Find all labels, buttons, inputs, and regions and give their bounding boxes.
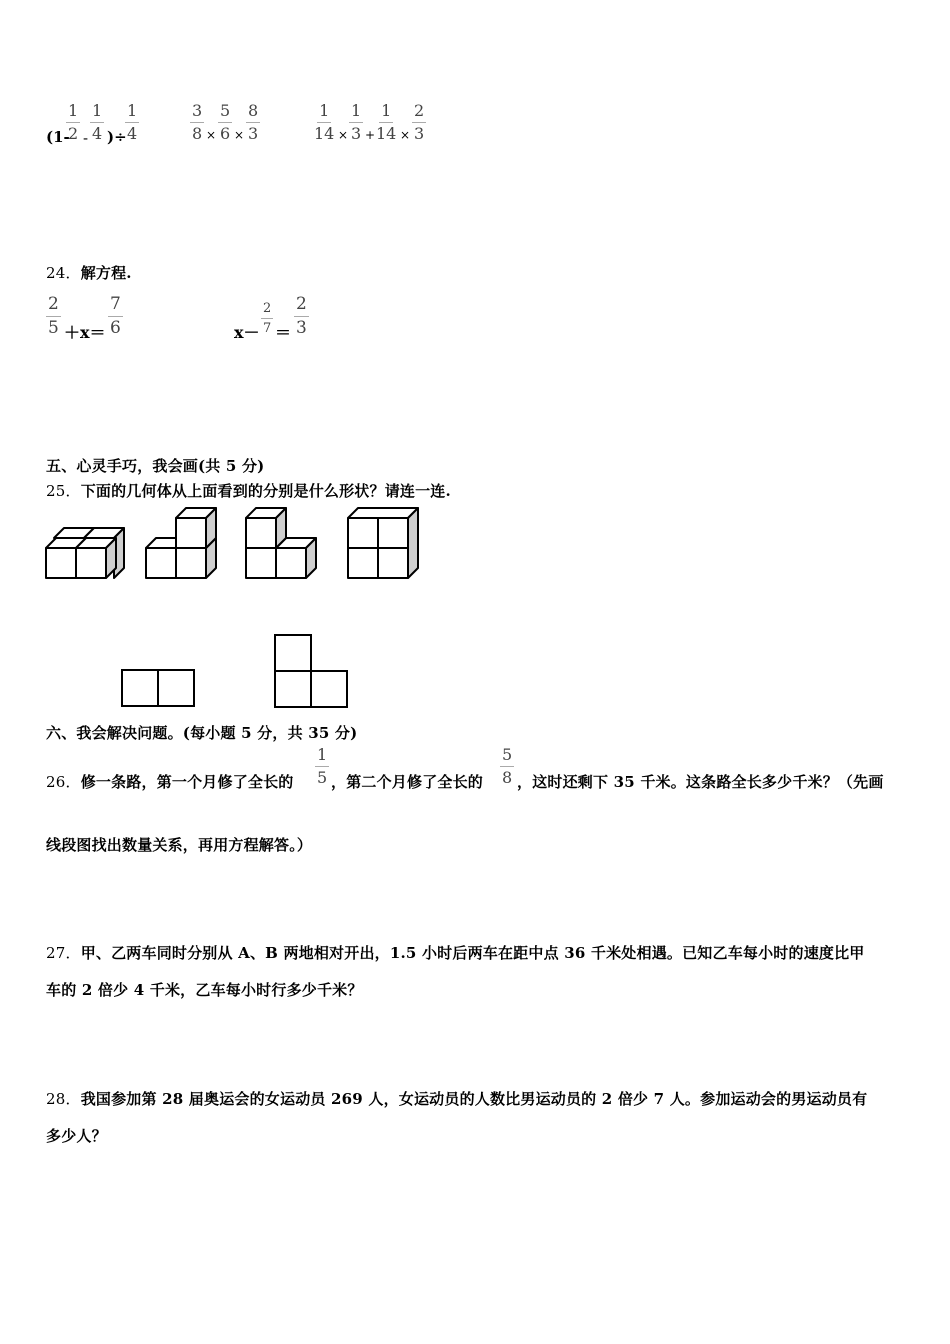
- eq2-fraction-b: $\frac{2}{3}$: [296, 294, 307, 338]
- expr3-plus: +: [365, 128, 376, 142]
- solid-4: [348, 508, 418, 578]
- section-5-heading: 五、心灵手巧，我会画(共 5 分): [46, 457, 265, 475]
- eq2-equals: ＝: [275, 323, 292, 342]
- eq2-fraction-a: $\frac{2}{7}$: [263, 301, 272, 336]
- question-28-line-2: 多少人？: [46, 1127, 107, 1145]
- question-26-line-1: 26．修一条路，第一个月修了全长的: [46, 773, 294, 791]
- eq1-fraction-b: $\frac{7}{6}$: [110, 294, 121, 338]
- expr3-times-2: ×: [400, 128, 411, 142]
- expr1-fraction-a: $\frac{1}{2}$: [68, 101, 79, 143]
- expr3-fraction-a: $\frac{1}{14}$: [314, 101, 335, 143]
- question-26-part-3: ，这时还剩下 35 千米。这条路全长多少千米？（先画: [517, 773, 884, 791]
- top-view-cell: [310, 670, 348, 708]
- question-26-part-2: ，第二个月修了全长的: [331, 773, 484, 791]
- eq2-prefix: x－: [234, 323, 260, 342]
- expr3-fraction-d: $\frac{2}{3}$: [414, 101, 425, 143]
- geometric-solids: [44, 506, 424, 584]
- expr3-times-1: ×: [338, 128, 349, 142]
- expr1-open: (1-: [46, 128, 70, 146]
- problem-24-title: 24．解方程.: [46, 264, 132, 282]
- solid-1: [46, 528, 124, 578]
- eq1-fraction-a: $\frac{2}{5}$: [48, 294, 59, 338]
- top-view-cell: [274, 670, 312, 708]
- top-view-cell: [274, 634, 312, 672]
- expr1-close-divide: )÷: [107, 128, 127, 146]
- expr2-fraction-b: $\frac{5}{6}$: [220, 101, 231, 143]
- top-view-cell: [157, 669, 195, 707]
- solid-3: [246, 508, 316, 578]
- top-view-l-shape: [274, 634, 350, 708]
- expr3-fraction-c: $\frac{1}{14}$: [376, 101, 397, 143]
- question-25: 25．下面的几何体从上面看到的分别是什么形状？请连一连.: [46, 482, 451, 500]
- expr1-fraction-b: $\frac{1}{4}$: [92, 101, 103, 143]
- q26-fraction-1: $\frac{1}{5}$: [317, 745, 328, 787]
- expr1-fraction-c: $\frac{1}{4}$: [127, 101, 138, 143]
- top-view-two-squares: [121, 669, 197, 707]
- question-26-line-2: 线段图找出数量关系，再用方程解答。）: [46, 836, 313, 854]
- question-27-line-2: 车的 2 倍少 4 千米，乙车每小时行多少千米？: [46, 981, 363, 999]
- expr2-times-1: ×: [206, 128, 217, 142]
- top-view-cell: [121, 669, 159, 707]
- expr2-fraction-a: $\frac{3}{8}$: [192, 101, 203, 143]
- eq1-middle: ＋x＝: [64, 323, 106, 342]
- section-6-heading: 六、我会解决问题。(每小题 5 分，共 35 分): [46, 724, 358, 742]
- solid-2: [146, 508, 216, 578]
- q26-fraction-2: $\frac{5}{8}$: [502, 745, 513, 787]
- expr1-minus: -: [83, 129, 89, 147]
- expr2-times-2: ×: [234, 128, 245, 142]
- expr3-fraction-b: $\frac{1}{3}$: [351, 101, 362, 143]
- question-28-line-1: 28．我国参加第 28 届奥运会的女运动员 269 人，女运动员的人数比男运动员的 2 倍少 7 人。参加运动会的男运动员有: [46, 1090, 868, 1108]
- expr2-fraction-c: $\frac{8}{3}$: [248, 101, 259, 143]
- question-27-line-1: 27．甲、乙两车同时分别从 A、B 两地相对开出，1.5 小时后两车在距中点 36 千米处相遇。已知乙车每小时的速度比甲: [46, 944, 865, 962]
